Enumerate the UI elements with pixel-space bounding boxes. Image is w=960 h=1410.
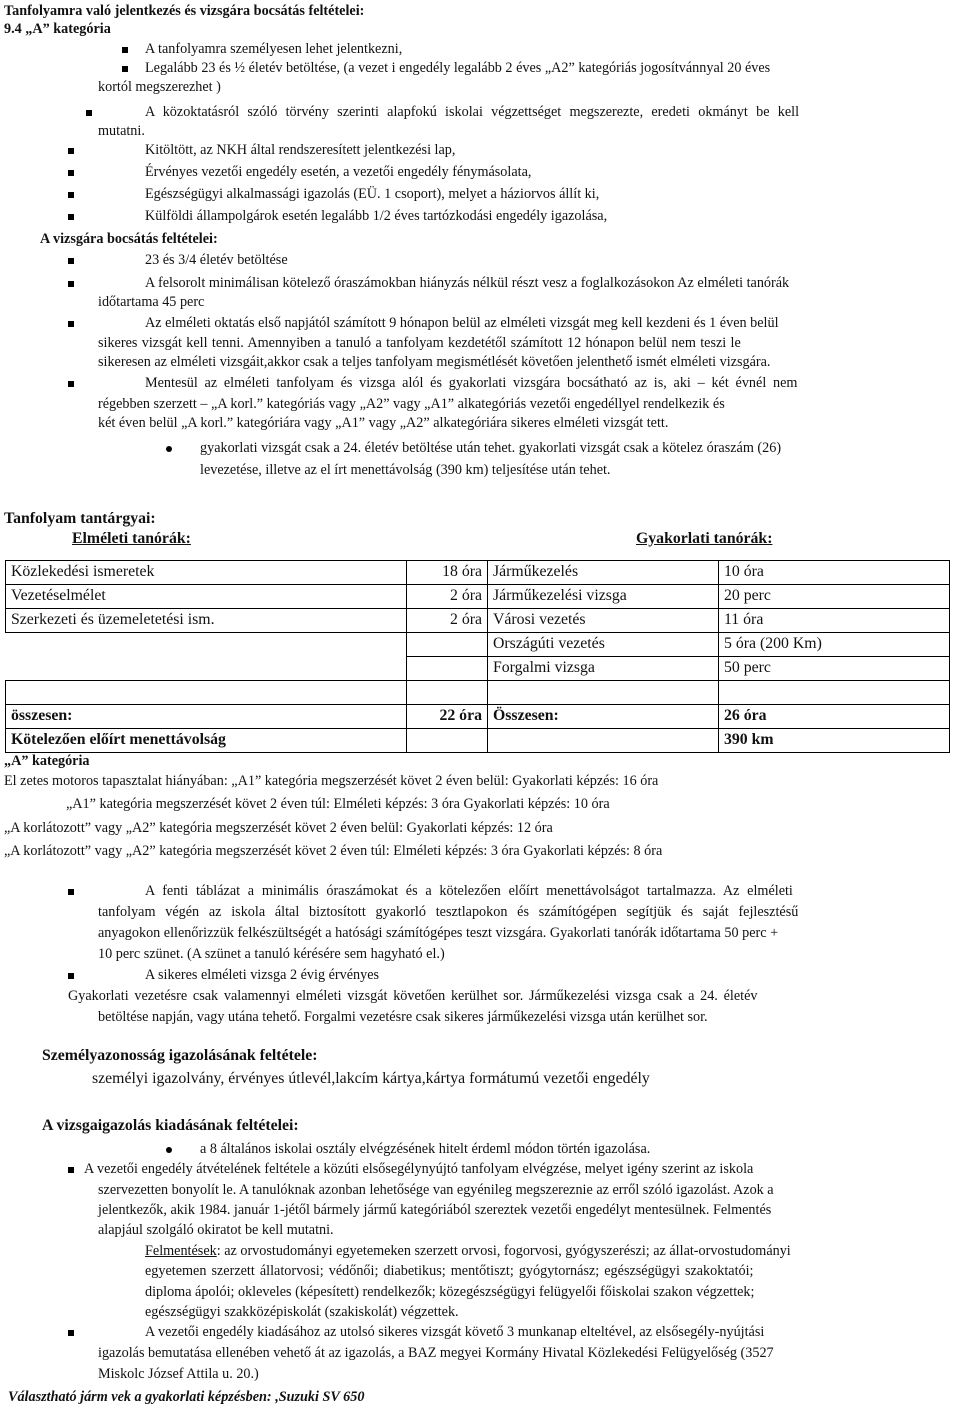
id-heading: Személyazonosság igazolásának feltétele: xyxy=(42,1047,318,1064)
bullet-square-icon xyxy=(68,148,74,154)
table-cell xyxy=(6,681,407,705)
table-cell: 10 óra xyxy=(719,561,950,585)
bullet-square-icon xyxy=(68,214,74,220)
bullet-square-icon xyxy=(68,973,74,979)
table-cell: 22 óra xyxy=(407,705,488,729)
table-cell xyxy=(407,633,488,657)
table-cell xyxy=(6,633,407,657)
practice-heading: Gyakorlati tanórák: xyxy=(636,530,773,547)
bullet-square-icon xyxy=(68,381,74,387)
table-cell xyxy=(407,681,488,705)
cert-line: A vezetői engedély kiadásához az utolsó sikeres vizsgát követő 3 munkanap elteltével, az elsősegély-nyújtási xyxy=(145,1324,765,1340)
table-row xyxy=(6,657,950,681)
cert-line: A vezetői engedély átvételének feltétele a közúti elsősegélynyújtó tanfolyam elvégzése, melyet igény szerint az iskola xyxy=(84,1161,754,1177)
a-category-line: „A korlátozott” vagy „A2” kategória megszerzését követ 2 éven belül: Gyakorlati képzés: 12 óra xyxy=(4,820,553,836)
exam-subitem: gyakorlati vizsgát csak a 24. életév betöltése után tehet. gyakorlati vizsgát csak a kötelez óraszám (26) xyxy=(200,440,782,456)
bullet-square-icon xyxy=(86,110,92,116)
a-category-line: „A korlátozott” vagy „A2” kategória megszerzését követ 2 éven túl: Elméleti képzés: 3 óra Gyakorlati képzés: 8 óra xyxy=(4,843,663,859)
table-cell: 390 km xyxy=(719,729,950,753)
table-cell: Kötelezően előírt menettávolság xyxy=(6,729,407,753)
enroll-item-cont: mutatni. xyxy=(98,123,145,139)
exam-item-cont: két éven belül „A korl.” kategóriára vagy „A1” vagy „A2” alkategóriára sikeres elméleti vizsgát tett. xyxy=(98,415,669,431)
note-line: tanfolyam végén az iskola által biztosított gyakorló tesztlapokon és számítógépen segítjük és saját fejlesztésű xyxy=(98,904,799,920)
table-cell xyxy=(407,657,488,681)
table-cell: 50 perc xyxy=(719,657,950,681)
note-line: Gyakorlati vezetésre csak valamennyi elméleti vizsgát követően kerülhet sor. Járműkezelési vizsga csak a 24. életév xyxy=(68,988,758,1004)
bullet-square-icon xyxy=(122,66,128,72)
subjects-heading: Tanfolyam tantárgyai: xyxy=(4,510,156,527)
exemptions-text: : az orvostudományi egyetemeken szerzett orvosi, fogorvosi, gyógyszerészi; az állat-orvostudományi xyxy=(216,1243,791,1259)
cert-line: a 8 általános iskolai osztály elvégzésének hitelt érdeml módon történ igazolása. xyxy=(200,1141,651,1157)
note-line: A sikeres elméleti vizsga 2 évig érvényes xyxy=(145,967,380,983)
cert-line: alapjául szolgáló okiratot be kell mutatni. xyxy=(98,1222,334,1238)
enroll-item: Legalább 23 és ½ életév betöltése, (a vezet i engedély legalább 2 éves „A2” kategóriás jogosítvánnyal 20 éves xyxy=(145,60,771,76)
exemptions-label: Felmentések xyxy=(145,1243,217,1259)
exam-item-cont: sikeresen az elméleti vizsgáit,akkor csak a teljes tanfolyam megismétlését követően jelenthető ismét elméleti vizsgára. xyxy=(98,354,771,370)
cert-line: diploma ápolói; okleveles (képesített) rendelkezők; közegészségügyi felügyelői főiskolai szakon végzettek; xyxy=(145,1284,755,1300)
note-line: anyagokon ellenőrizzük felkészültségét a hatósági számítógépes teszt vizsgára. Gyakorlati tanórák időtartama 50 perc + xyxy=(98,925,779,941)
cert-line: egészségügyi szakközépiskolát (szakiskolát) végzettek. xyxy=(145,1304,459,1320)
table-cell: Országúti vezetés xyxy=(488,633,719,657)
table-cell: 2 óra xyxy=(407,585,488,609)
bullet-square-icon xyxy=(68,258,74,264)
bullet-square-icon xyxy=(68,170,74,176)
bullet-dot-icon xyxy=(166,446,172,452)
exam-item: 23 és 3/4 életév betöltése xyxy=(145,252,288,268)
table-row xyxy=(6,561,950,585)
enroll-item-cont: kortól megszerezhet ) xyxy=(98,79,221,95)
enroll-item: Érvényes vezetői engedély esetén, a vezetői engedély fénymásolata, xyxy=(145,164,532,180)
table-cell: Összesen: xyxy=(488,705,719,729)
bullet-square-icon xyxy=(68,281,74,287)
a-category-line: El zetes motoros tapasztalat hiányában: „A1” kategória megszerzését követ 2 éven belül: Gyakorlati képzés: 16 óra xyxy=(4,773,659,789)
table-cell: 5 óra (200 Km) xyxy=(719,633,950,657)
cert-line: egyetemen szerzett állatorvosi; védőnői; diabetikus; mentőtiszt; gyógytornász; egészségügyi szakoktatói; xyxy=(145,1263,754,1279)
table-cell: Szerkezeti és üzemeletetési ism. xyxy=(6,609,407,633)
bullet-dot-icon xyxy=(166,1147,172,1153)
note-line: 10 perc szünet. (A szünet a tanuló kérésére sem hagyható el.) xyxy=(98,946,445,962)
page-title: Tanfolyamra való jelentkezés és vizsgára bocsátás feltételei: xyxy=(4,3,365,19)
table-cell: Közlekedési ismeretek xyxy=(6,561,407,585)
table-cell xyxy=(719,681,950,705)
cert-line: igazolás bemutatása ellenében vehető át az igazolás, a BAZ megyei Kormány Hivatal Közlekedési Felügyelőség (3527 xyxy=(98,1345,774,1361)
subjects-table xyxy=(5,560,950,753)
table-row xyxy=(6,585,950,609)
bullet-square-icon xyxy=(68,889,74,895)
table-cell xyxy=(6,657,407,681)
enroll-item: A tanfolyamra személyesen lehet jelentkezni, xyxy=(145,41,403,57)
table-cell: 26 óra xyxy=(719,705,950,729)
cert-line xyxy=(145,1242,791,1261)
bullet-square-icon xyxy=(68,192,74,198)
table-total-row xyxy=(6,705,950,729)
table-row xyxy=(6,633,950,657)
exam-item: A felsorolt minimálisan kötelező óraszámokban hiányzás nélkül részt vesz a foglalkozásokon Az elméleti tanórák xyxy=(145,275,790,291)
exam-item: Az elméleti oktatás első napjától számított 9 hónapon belül az elméleti vizsgát meg kell kezdeni és 1 éven belül xyxy=(145,315,779,331)
table-cell: Vezetéselmélet xyxy=(6,585,407,609)
bullet-square-icon xyxy=(68,1167,74,1173)
enroll-item: Kitöltött, az NKH által rendszeresített jelentkezési lap, xyxy=(145,142,456,158)
cert-line: szervezetten bonyolít le. A tanulóknak azonban lehetősége van egyénileg megszereznie az erről szóló igazolást. Azok a xyxy=(98,1182,774,1198)
footer-note: Választható járm vek a gyakorlati képzésben: ,Suzuki SV 650 xyxy=(8,1389,365,1405)
bullet-square-icon xyxy=(122,47,128,53)
table-cell: 18 óra xyxy=(407,561,488,585)
table-cell: Forgalmi vizsga xyxy=(488,657,719,681)
category-heading: 9.4 „A” kategória xyxy=(4,21,111,37)
exam-subitem-cont: levezetése, illetve az el írt menettávolság (390 km) teljesítése után tehet. xyxy=(200,462,611,478)
table-row xyxy=(6,609,950,633)
theory-heading: Elméleti tanórák: xyxy=(72,530,191,547)
note-line: A fenti táblázat a minimális óraszámokat és a kötelezően előírt menettávolságot tartalmazza. Az elméleti xyxy=(145,883,793,899)
table-cell: Járműkezelési vizsga xyxy=(488,585,719,609)
table-row xyxy=(6,681,950,705)
table-cell: 2 óra xyxy=(407,609,488,633)
id-text: személyi igazolvány, érvényes útlevél,lakcím kártya,kártya formátumú vezetői engedély xyxy=(92,1070,650,1087)
table-cell xyxy=(488,729,719,753)
table-cell xyxy=(407,729,488,753)
table-cell: összesen: xyxy=(6,705,407,729)
enroll-item: A közoktatásról szóló törvény szerinti alapfokú iskolai végzettséget megszerezte, eredeti okmányt be kell xyxy=(145,104,800,120)
table-cell: Városi vezetés xyxy=(488,609,719,633)
table-distance-row xyxy=(6,729,950,753)
cert-line: Miskolc József Attila u. 20.) xyxy=(98,1366,259,1382)
enroll-item: Külföldi állampolgárok esetén legalább 1/2 éves tartózkodási engedély igazolása, xyxy=(145,208,608,224)
table-cell: Járműkezelés xyxy=(488,561,719,585)
a-category-line: „A1” kategória megszerzését követ 2 éven túl: Elméleti képzés: 3 óra Gyakorlati képzés: 10 óra xyxy=(66,796,610,812)
bullet-square-icon xyxy=(68,321,74,327)
table-cell xyxy=(488,681,719,705)
exam-item-cont: régebben szerzett – „A korl.” kategóriás vagy „A2” vagy „A1” alkategóriás vezetői engedéllyel rendelkezik és xyxy=(98,396,725,412)
table-cell: 20 perc xyxy=(719,585,950,609)
exam-item: Mentesül az elméleti tanfolyam és vizsga alól és gyakorlati vizsgára bocsátható az is, aki – két évnél nem xyxy=(145,375,798,391)
note-line: betöltése napján, vagy utána tehető. Forgalmi vezetésre csak sikeres járműkezelési vizsga után kerülhet sor. xyxy=(98,1009,708,1025)
cert-line: jelentkezők, akik 1984. január 1-jétől bármely jármű kategóriából szereztek vezetői engedélyt mentesülnek. Felmentés xyxy=(98,1202,772,1218)
cert-heading: A vizsgaigazolás kiadásának feltételei: xyxy=(42,1117,299,1134)
enroll-item: Egészségügyi alkalmassági igazolás (EÜ. 1 csoport), melyet a háziorvos állít ki, xyxy=(145,186,600,202)
a-category-heading: „A” kategória xyxy=(4,753,90,769)
table-cell: 11 óra xyxy=(719,609,950,633)
exam-heading: A vizsgára bocsátás feltételei: xyxy=(40,231,218,247)
bullet-square-icon xyxy=(68,1330,74,1336)
exam-item-cont: időtartama 45 perc xyxy=(98,294,205,310)
exam-item-cont: sikeres vizsgát kell tenni. Amennyiben a tanuló a tanfolyam kezdetétől számított 12 hónapon belül nem teszi le xyxy=(98,335,741,351)
